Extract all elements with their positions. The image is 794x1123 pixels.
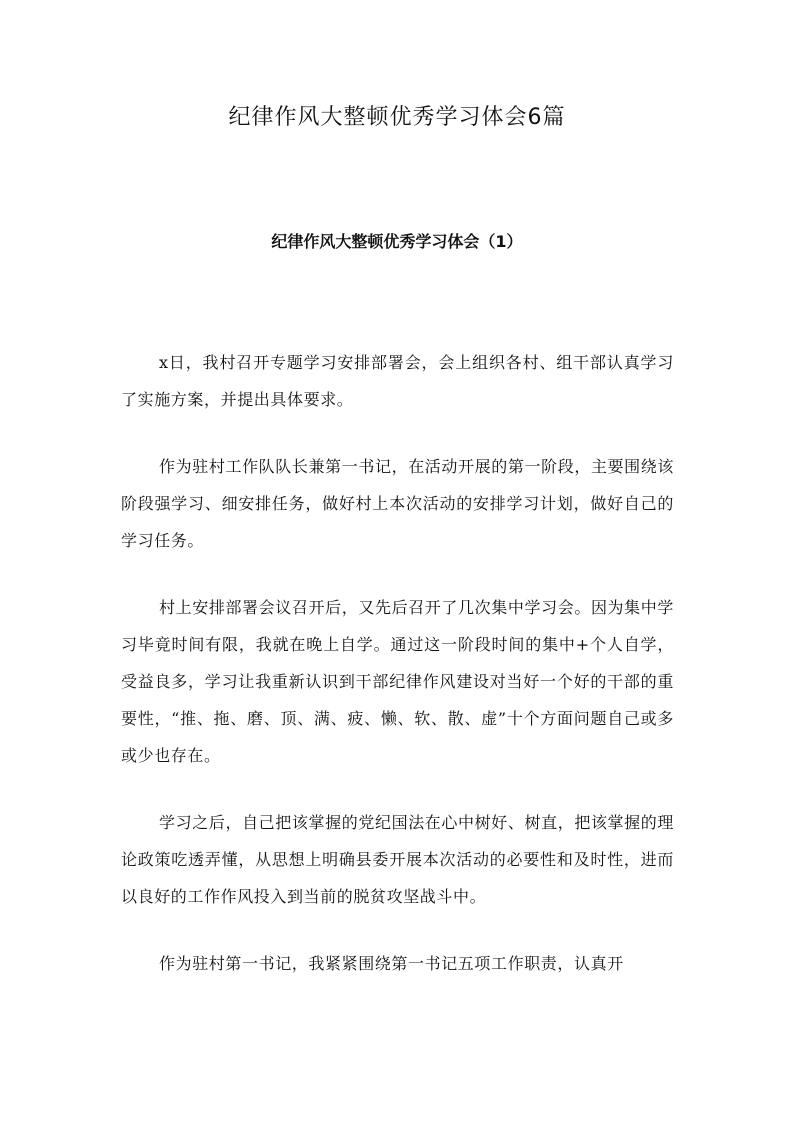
document-body	[121, 344, 674, 1012]
document-title: 纪律作风大整顿优秀学习体会6篇	[228, 105, 566, 130]
section-title: 纪律作风大整顿优秀学习体会（1）	[271, 232, 523, 251]
paragraph-3: 村上安排部署会议召开后，又先后召开了几次集中学习会。因为集中学习毕竟时间有限，我就在晚上自学。通过这一阶段时间的集中+个人自学，受益良多，学习让我重新认识到干部纪律作风建设对当好一个好的干部的重要性，“推、拖、磨、顶、满、疲、懒、软、散、虚”十个方面问题自己或多或少也存在。	[121, 598, 674, 765]
paragraph-4: 学习之后，自己把该掌握的党纪国法在心中树好、树直，把该掌握的理论政策吃透弄懂，从思想上明确县委开展本次活动的必要性和及时性，进而以良好的工作作风投入到当前的脱贫攻坚战斗中。	[121, 813, 674, 906]
paragraph-2: 作为驻村工作队队长兼第一书记，在活动开展的第一阶段，主要围绕该阶段强学习、细安排任务，做好村上本次活动的安排学习计划，做好自己的学习任务。	[121, 457, 674, 550]
paragraph-5: 作为驻村第一书记，我紧紧围绕第一书记五项工作职责，认真开	[159, 954, 624, 973]
paragraph-1: x日，我村召开专题学习安排部署会，会上组织各村、组干部认真学习了实施方案，并提出具体要求。	[121, 353, 674, 409]
